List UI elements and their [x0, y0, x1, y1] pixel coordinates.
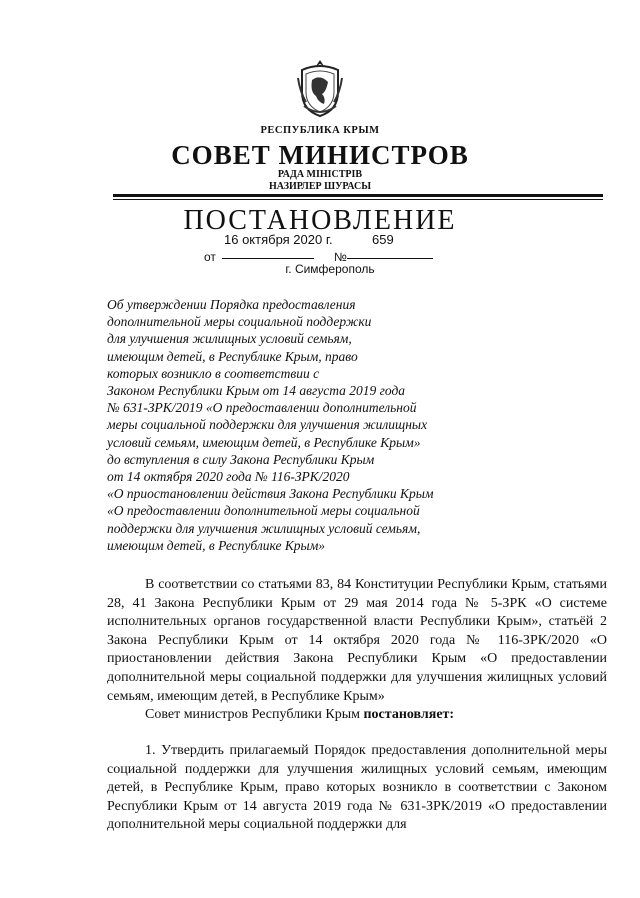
resolves-text — [107, 706, 607, 725]
coat-of-arms-icon — [296, 58, 344, 118]
republic-name: РЕСПУБЛИКА КРЫМ — [260, 125, 380, 136]
title-line: меры социальной поддержки для улучшения жилищных — [107, 417, 428, 433]
date-underline — [222, 258, 314, 259]
preamble-text: В соответствии со статьями 83, 84 Конституции Республики Крым, статьями 28, 41 Закона Республики Крым от 29 мая 2014 года № 5-ЗРК «О системе исполнительных органов государственной власти Республики Крым», статьёй 2 Закона Республики Крым от 14 октября 2020 года № 116-ЗРК/2020 «О приостановлении действия Закона Республики Крым «О предоставлении дополнительной меры социальной поддержки для улучшения жилищных условий семьям, имеющим детей, в Республике Крым» — [107, 577, 607, 704]
from-label: от — [204, 250, 216, 264]
rada-ukrainian: РАДА МІНІСТРІВ — [277, 169, 363, 180]
title-line: до вступления в силу Закона Республики Крым — [107, 451, 375, 467]
title-line: дополнительной меры социальной поддержки — [107, 314, 372, 330]
document-type: ПОСТАНОВЛЕНИЕ — [183, 205, 457, 236]
header-rule-thick — [113, 194, 603, 197]
city-name: г. Симферополь — [285, 262, 375, 276]
title-line: Законом Республики Крым от 14 августа 2019 года — [107, 383, 406, 399]
number-label: № — [334, 250, 347, 264]
decree-date: 16 октября 2020 г. — [224, 232, 333, 247]
number-underline — [347, 258, 433, 259]
rada-crimean-tatar: НАЗИРЛЕР ШУРАСЫ — [268, 181, 372, 192]
title-line: имеющим детей, в Республике Крым, право — [107, 348, 358, 364]
title-line: поддержки для улучшения жилищных условий семьям, — [107, 520, 421, 536]
title-line: Об утверждении Порядка предоставления — [107, 297, 356, 312]
body-paragraph-item-1 — [107, 742, 607, 835]
title-line: которых возникло в соответствии с — [107, 365, 320, 381]
header-rule-thin — [113, 199, 603, 200]
title-line: № 631-ЗРК/2019 «О предоставлении дополнительной — [107, 400, 417, 416]
title-line: от 14 октября 2020 года № 116-ЗРК/2020 — [107, 469, 350, 485]
decree-title — [107, 296, 487, 554]
resolves-prefix: Совет министров Республики Крым — [145, 707, 364, 722]
title-line: для улучшения жилищных условий семьям, — [107, 331, 352, 347]
resolves-keyword: постановляет: — [363, 707, 455, 722]
body-paragraph-resolves — [107, 706, 607, 725]
body-paragraph-preamble — [107, 576, 607, 706]
title-line: имеющим детей, в Республике Крым» — [107, 537, 326, 553]
decree-number: 659 — [372, 232, 394, 247]
title-line: условий семьям, имеющим детей, в Республике Крым» — [107, 434, 421, 450]
title-line: «О приостановлении действия Закона Республики Крым — [107, 486, 434, 502]
council-title: СОВЕТ МИНИСТРОВ — [171, 140, 469, 170]
council-alt-names — [0, 169, 640, 193]
item-1-text: 1. Утвердить прилагаемый Порядок предоставления дополнительной меры социальной поддержки для улучшения жилищных условий семьям, имеющим детей, в Республике Крым, право которых возникло в соответствии с Законом Республики Крым от 14 августа 2019 года № 631-ЗРК/2019 «О предоставлении дополнительной меры социальной поддержки для — [107, 743, 607, 833]
title-line: «О предоставлении дополнительной меры социальной — [107, 503, 420, 519]
